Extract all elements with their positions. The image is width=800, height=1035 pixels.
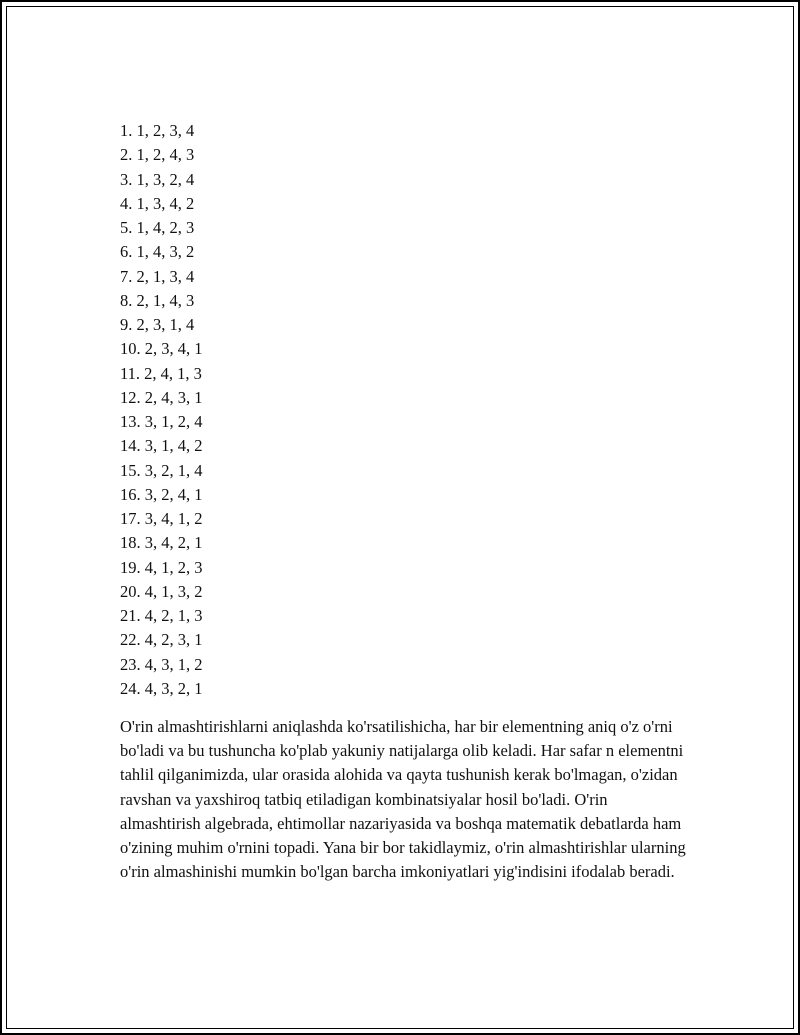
- permutation-item: 9. 2, 3, 1, 4: [120, 315, 195, 334]
- body-paragraph: O'rin almashtirishlarni aniqlashda ko'rsatilishicha, har bir elementning aniq o'z o'rni bo'ladi va bu tushuncha ko'plab yakuniy natijalarga olib keladi. Har safar n elementni tahlil qilganimizda, ular orasida alohida va qayta tushunish kerak bo'lmagan, o'zidan ravshan va yaxshiroq tatbiq etiladigan kombinatsiyalar hosil bo'ladi. O'rin almashtirish algebrada, ehtimollar nazariyasida va boshqa matematik debatlarda ham o'zining muhim o'rnini topadi. Yana bir bor takidlaymiz, o'rin almashtirishlar ularning o'rin almashinishi mumkin bo'lgan barcha imkoniyatlari yig'indisini ifodalab beradi.: [120, 717, 686, 882]
- permutation-item: 16. 3, 2, 4, 1: [120, 484, 203, 504]
- permutation-item: 20. 4, 1, 3, 2: [120, 581, 203, 601]
- permutation-item: 13. 3, 1, 2, 4: [120, 412, 203, 431]
- permutation-item: 6. 1, 4, 3, 2: [120, 242, 195, 262]
- permutation-list: [120, 119, 700, 701]
- permutation-item: 12. 2, 4, 3, 1: [120, 387, 203, 407]
- permutation-item: 22. 4, 2, 3, 1: [120, 630, 203, 650]
- permutation-item: 17. 3, 4, 1, 2: [120, 509, 203, 528]
- permutation-item: 1. 1, 2, 3, 4: [120, 121, 195, 140]
- permutation-item: 8. 2, 1, 4, 3: [120, 290, 195, 310]
- permutation-item: 11. 2, 4, 1, 3: [120, 363, 202, 383]
- permutation-item: 4. 1, 3, 4, 2: [120, 193, 195, 213]
- permutation-item: 23. 4, 3, 1, 2: [120, 654, 203, 674]
- permutation-item: 3. 1, 3, 2, 4: [120, 169, 195, 189]
- permutation-item: 7. 2, 1, 3, 4: [120, 266, 195, 286]
- permutation-item: 18. 3, 4, 2, 1: [120, 533, 203, 553]
- permutation-item: 14. 3, 1, 4, 2: [120, 436, 203, 456]
- permutation-item: 19. 4, 1, 2, 3: [120, 557, 203, 577]
- permutation-item: 15. 3, 2, 1, 4: [120, 460, 203, 480]
- permutation-item: 10. 2, 3, 4, 1: [120, 339, 203, 359]
- permutation-item: 2. 1, 2, 4, 3: [120, 145, 195, 165]
- permutation-item: 5. 1, 4, 2, 3: [120, 218, 195, 237]
- page-content: [120, 119, 700, 884]
- permutation-item: 21. 4, 2, 1, 3: [120, 606, 203, 625]
- permutation-item: 24. 4, 3, 2, 1: [120, 678, 203, 698]
